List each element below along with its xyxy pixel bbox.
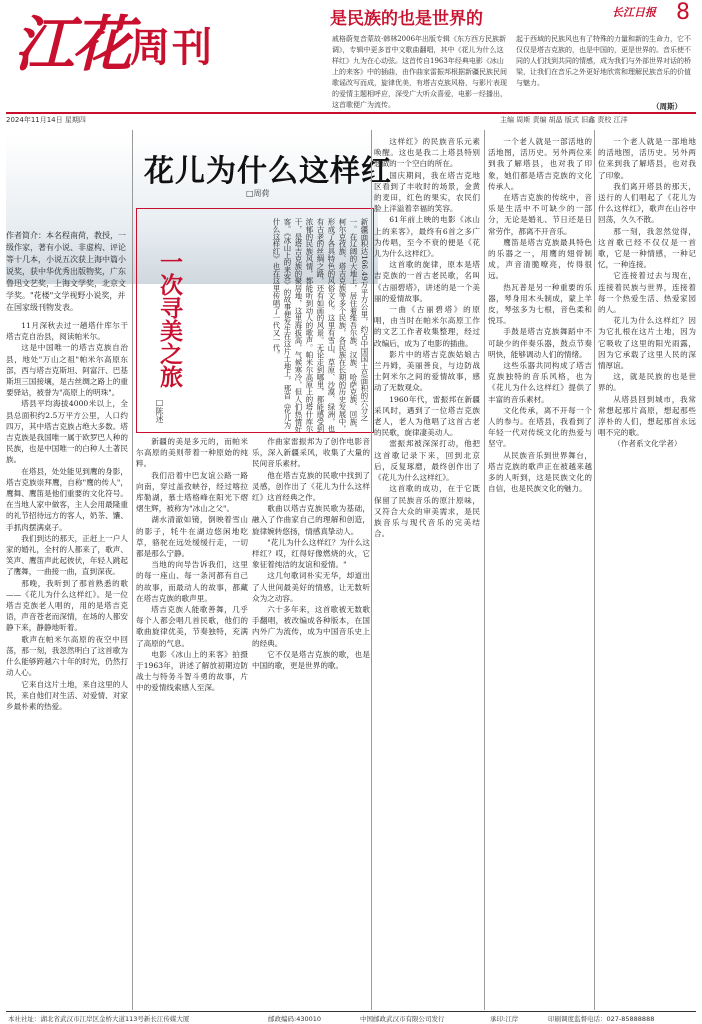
paragraph: 热瓦普是另一种重要的乐器，琴身用木头制成，蒙上羊皮，琴弦多为七根，音色柔和悦耳。 [488,282,592,326]
paragraph: 我们沿着中巴友谊公路一路向南，穿过盖孜峡谷，经过喀拉库勒湖，慕士塔格峰在阳光下熠熠生辉，被称为"冰山之父"。 [136,470,248,514]
paragraph: 当地的向导告诉我们，这里的每一座山、每一条河都有自己的故事，而最动人的故事，都藏在塔吉克族的歌声里。 [136,560,248,603]
footer-printer: 承印:江岸 [490,1015,519,1023]
paragraph: 塔县平均海拔4000米以上，全县总面积约2.5万平方公里，人口约四万，其中塔吉克族占绝大多数。塔吉克族是我国唯一属于欧罗巴人种的民族，也是中国唯一的白种人土著民族。 [6,399,128,465]
sidebar-title: 一次寻美之旅 [156,250,183,388]
paragraph: 61年前上映的电影《冰山上的来客》，最终有6首之多广为传唱，至今不衰的便是《花儿为什么这样红》。 [374,215,480,259]
masthead-article-title: 是民族的也是世界的 [330,9,483,29]
paragraph: 歌声在帕米尔高原的夜空中回荡，那一刻，我忽然明白了这首歌为什么能够跨越六十年的时光，仍然打动人心。 [6,634,128,678]
paragraph: 手鼓是塔吉克族舞蹈中不可缺少的伴奏乐器，鼓点节奏明快，能够调动人们的情绪。 [488,327,592,359]
paragraph: 这，就是民族的也是世界的。 [598,372,696,393]
paragraph: 我们离开塔县的那天，送行的人们唱起了《花儿为什么这样红》，歌声在山谷中回荡，久久不散。 [598,181,696,225]
footer-address: 本社社址：湖北省武汉市江岸区金桥大道113号新长江传媒大厦 [8,1015,190,1023]
paragraph: 这样红》的民族音乐元素唤醒。这也是我二上塔县特别想做的一个空白的所在。 [374,137,480,169]
paragraph: 在塔县，处处能见到鹰的身影，塔吉克族崇拜鹰，自称"鹰的传人"，鹰舞、鹰笛是他们重要的文化符号。在当地人家中做客，主人会用最隆重的礼节招待远方的客人，奶茶、馕、手抓肉摆满桌子。 [6,466,128,532]
paragraph: 六十多年来，这首歌被无数歌手翻唱，被改编成各种版本，在国内外广为流传，成为中国音乐史上的经典。 [252,605,370,648]
paragraph: 11月深秋去过一趟塔什库尔干塔吉克自治县，阅读帕米尔。 [6,321,128,342]
column-1 [6,320,128,1010]
paragraph: 这首歌的成功，在于它既保留了民族音乐的原汁原味，又符合大众的审美需求，是民族音乐与现代音乐的完美结合。 [374,484,480,539]
paragraph: 电影《冰山上的来客》拍摄于1963年，讲述了解放初期边防战士与特务斗智斗勇的故事，片中的爱情线索感人至深。 [136,649,248,693]
paragraph: 歌曲以塔吉克族民歌为基础，融入了作曲家自己的理解和创造，旋律婉转悠扬，情感真挚动人。 [252,504,370,536]
paragraph: 从塔县回到城市，我常常想起那片高原，想起那些淳朴的人们，想起那首永远唱不完的歌。 [598,394,696,438]
editor-line: 主编 周斯 责编 胡晶 版式 旧鑫 责校 江洋 [500,116,628,124]
masthead [0,0,702,124]
paragraph: 文化传承，离不开每一个人的参与。在塔县，我看到了年轻一代对传统文化的热爱与坚守。 [488,405,592,449]
paragraph: 我们到达的那天，正赶上一户人家的婚礼，全村的人都来了，歌声、笑声、鹰笛声此起彼伏，年轻人跳起了鹰舞，一曲接一曲，直到深夜。 [6,533,128,577]
masthead-excerpt-right: 起于西域的民族风也有了特殊的力量和新的生命力，它不仅仅是塔吉克族的，也是中国的，更是世界的。音乐使不同的人们找到共同的情感，成为我们与外部世界对话的桥梁，让我们在音乐之外更好地欣赏和理解民族音乐的价值与魅力。 [516,35,691,87]
newspaper-brand: 长江日报 [612,6,656,19]
dateline: 2024年11月14日 星期四 [6,116,86,124]
paragraph: 他在塔吉克族的民歌中找到了灵感，创作出了《花儿为什么这样红》这首经典之作。 [252,470,370,503]
paragraph: 从民族音乐到世界舞台，塔吉克族的歌声正在被越来越多的人听到，这是民族文化的自信，也是民族文化的魅力。 [488,450,592,494]
paragraph: 这是中国唯一的塔吉克族自治县，地处"万山之祖"帕米尔高原东部，西与塔吉克斯坦、阿富汗、巴基斯坦三国接壤，是古丝绸之路上的重要驿站，被誉为"高原上的明珠"。 [6,343,128,398]
lead-title: 花儿为什么这样红 [144,154,392,189]
paragraph: 花儿为什么这样红？因为它扎根在这片土地，因为它吸收了这里的阳光雨露，因为它承载了这里人民的深情厚谊。 [598,316,696,371]
column-4 [374,136,480,1011]
column-rule [484,130,485,1010]
column-rule [594,130,595,1010]
paragraph: 塔吉克族人能歌善舞，几乎每个人都会唱几首民歌，他们的歌曲旋律优美，节奏独特，充满了高原的气息。 [136,605,248,648]
masthead-excerpt-left: 戚格蔚复音蒙故·韩林2006年出版专辑《东方西方民族新调》，专辑中更多首中文歌曲翻唱，其中《花儿为什么这样红》九为在心动弦。这首传自1963年经典电影《冰山上的来客》中的插曲，由作曲家雷振邦根据新疆民族民间歌谣改写而成，旋律优美，有塔吉克族风格，与影片表现的爱情主题相呼应，深受广大听众喜爱，电影一经播出，这首歌便广为流传。 [332,35,507,109]
footer-postcode: 邮政编码:430010 [268,1015,322,1023]
column-6 [598,136,696,1011]
column-5 [488,136,592,1011]
paragraph: 这些乐器共同构成了塔吉克族独特的音乐风格，也为《花儿为什么这样红》提供了丰富的音乐素材。 [488,361,592,404]
column-rule [371,130,372,1010]
paragraph: 它来自这片土地，来自这里的人民，来自他们对生活、对爱情、对家乡最朴素的热爱。 [6,679,128,711]
paragraph: 新疆的美是多元的，而帕米尔高原的美则带着一种原始的纯粹。 [136,437,248,469]
paragraph: "花儿为什么这样红？为什么这样红？哎，红得好像燃烧的火，它象征着纯洁的友谊和爱情。" [252,537,370,570]
paragraph: 它连接着过去与现在，连接着民族与世界，连接着每一个热爱生活、热爱家园的人。 [598,271,696,315]
column-3 [252,436,370,996]
paragraph: 鹰笛是塔吉克族最具特色的乐器之一，用鹰的翅骨制成，声音清脆嘹亮，传得很远。 [488,237,592,281]
paragraph: 一个老人就是一部地地的活地图，活历史。另外两位来到我了解塔县，也对我了印象。 [598,137,696,180]
paragraph: 在塔吉克族的传统中，音乐是生活中不可缺少的一部分，无论是婚礼、节日还是日常劳作，都离不开音乐。 [488,193,592,236]
paragraph: 影片中的塔吉克族姑娘古兰丹姆，美丽善良，与边防战士阿米尔之间的爱情故事，感动了无数观众。 [374,349,480,393]
footer-rule [6,1011,696,1012]
masthead-rule [6,112,696,114]
paragraph: 那晚，我听到了那首熟悉的歌——《花儿为什么这样红》。是一位塔吉克族老人唱的，用的是塔吉克语，声音苍老而深情，在场的人都安静下来，静静地听着。 [6,578,128,633]
masthead-byline: （周斯） [652,102,682,111]
page-number: 8 [676,0,690,25]
paragraph: 一个老人就是一部活地的活地图，活历史。另外两位来到我了解塔县，也对我了印象，她们都是塔吉克族的文化传承人。 [488,137,592,191]
masthead-logo: 江花 [14,10,130,80]
paragraph: 那一刻，我忽然觉得，这首歌已经不仅仅是一首歌，它是一种情感，一种记忆，一种连接。 [598,226,696,270]
paragraph: 一曲《古丽碧塔》的原唱，由当时在帕米尔高原工作的文艺工作者收集整理，经过改编后，成为了电影的插曲。 [374,305,480,348]
paragraph: 它不仅是塔吉克族的歌，也是中国的歌，更是世界的歌。 [252,649,370,671]
masthead-logo-sub: 周刊 [130,25,214,71]
footer-phone: 印刷调度监督电话：027-85888888 [548,1015,655,1023]
author-bio: 作者简介：本名程南荷，教授，一级作家，著有小说、非虚构、评论等十几本，小说五次获上海中篇小说奖，获中华优秀出版物奖，广东鲁迅文艺奖，上海文学奖，北京文学奖。"花楼"文学视野小说奖，并在国家级刊物发表。 [6,231,126,312]
footer-distributor: 中国邮政武汉市有限公司发行 [360,1015,445,1023]
column-2 [136,436,248,996]
paragraph: 这几句歌词朴实无华，却道出了人世间最美好的情感，让无数听众为之动容。 [252,571,370,603]
paragraph: 湖水清澈如镜，倒映着雪山的影子，牦牛在湖边悠闲地吃草，骆驼在远处缓缓行走，一切都是那么宁静。 [136,515,248,559]
paragraph: 这首歌的旋律，原本是塔吉克族的一首古老民歌，名叫《古丽碧塔》，讲述的是一个美丽的爱情故事。 [374,260,480,303]
paragraph: （作者系文化学者） [613,439,682,449]
sidebar-author: □陈述 [155,398,164,423]
paragraph: 作曲家雷振邦为了创作电影音乐，深入新疆采风，收集了大量的民间音乐素材。 [252,437,370,469]
paragraph: 国庆期间，我在塔吉克地区看到了丰收时的场景，金黄的麦田，红色的果实，农民们脸上洋溢着幸福的笑容。 [374,170,480,214]
paragraph: 1960年代，雷振邦在新疆采风时，遇到了一位塔吉克族老人，老人为他唱了这首古老的民歌，旋律凄美动人。 [374,394,480,438]
column-rule [132,130,133,1010]
paragraph: 雷振邦被深深打动，他把这首歌记录下来，回到北京后，反复琢磨，最终创作出了《花儿为什么这样红》。 [374,439,480,483]
lead-author: □周荷 [246,189,270,198]
sidebar-body: 新疆面积达166.49万平方公里，约占中国国土总面积的六分之一。在辽阔的大地上，居住着维吾尔族、汉族、哈萨克族、回族、柯尔克孜族、塔吉克族等多个民族，各民族在长期的历史发展中，形成了各具特色的风俗文化。这里有雪山、草原、沙漠、绿洲，也有古老的丝绸之路，还有如画的风景。无论走到哪里，都能感受到浓郁的民族风情，都能听到动人的歌声。帕米尔高原上的塔什库尔干，是塔吉克族的聚居地，这里海拔高，气候寒冷，但人们热情好客。《冰山上的来客》的故事便发生在这片土地上，那首《花儿为什么这样红》也在这里传唱了一代又一代。 [272,218,369,433]
